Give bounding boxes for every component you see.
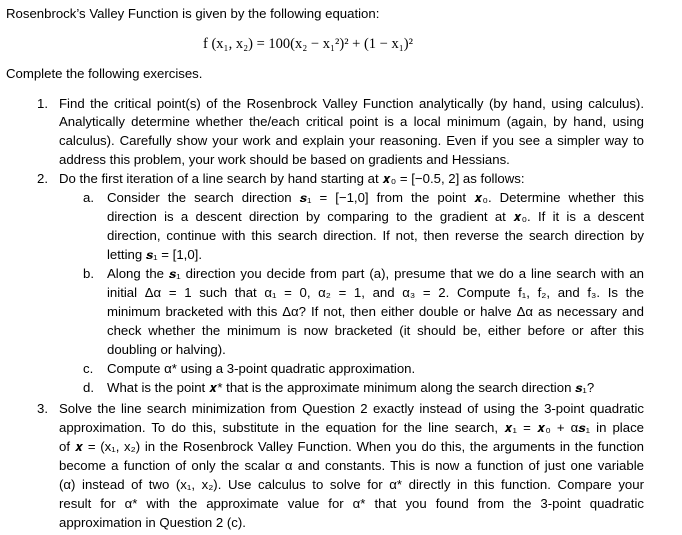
subquestion-line: minimum bracketed with this Δα? If not, then either double or halve Δα as necessary and xyxy=(107,304,644,319)
subquestion-line: direction is a descent direction by comparing to the gradient at 𝒙₀. If it is a descent xyxy=(107,209,644,224)
question-line: result for α* with the approximate value for α* that you found from the 3-point quadratic xyxy=(59,496,644,511)
subquestion-label: d. xyxy=(83,380,94,395)
subquestion-line: What is the point 𝒙* that is the approximate minimum along the search direction 𝒔₁? xyxy=(107,380,595,395)
question-line: approximation. To do this, substitute in the equation for the line search, 𝒙₁ = 𝒙₀ + α𝒔₁ in place xyxy=(59,420,644,435)
question-number: 3. xyxy=(37,401,48,416)
subquestion-label: b. xyxy=(83,266,94,281)
exercises-heading: Complete the following exercises. xyxy=(6,66,203,81)
subquestion-line: Compute α* using a 3-point quadratic approximation. xyxy=(107,361,416,376)
question-line: Analytically determine whether the/each critical point is a local minimum (again, by hand, using xyxy=(59,114,644,129)
subquestion-line: Along the 𝒔₁ direction you decide from part (a), presume that we do a line search with an xyxy=(107,266,644,281)
question-line: of 𝒙 = (x₁, x₂) in the Rosenbrock Valley Function. When you do this, the arguments in the function xyxy=(59,439,644,454)
question-line: (α) instead of two (x₁, x₂). Use calculus to solve for α* directly in this function. Compare your xyxy=(59,477,644,492)
question-line: approximation in Question 2 (c). xyxy=(59,515,246,530)
question-number: 1. xyxy=(37,96,48,111)
question-line: address this problem, your work should be based on gradients and Hessians. xyxy=(59,152,510,167)
subquestion-line: doubling or halving). xyxy=(107,342,226,357)
subquestion-line: Consider the search direction 𝒔₁ = [−1,0] from the point 𝒙₀. Determine whether this xyxy=(107,190,644,205)
subquestion-line: direction, continue with this search direction. If not, then reverse the search direction by xyxy=(107,228,644,243)
subquestion-line: check whether the minimum is now bracketed (it should be, either before or after this xyxy=(107,323,644,338)
subquestion-line: initial Δα = 1 such that α₁ = 0, α₂ = 1, and α₃ = 2. Compute f₁, f₂, and f₃. Is the xyxy=(107,285,644,300)
question-line: Do the first iteration of a line search by hand starting at 𝒙₀ = [−0.5, 2] as follows: xyxy=(59,171,525,186)
question-line: calculus). Carefully show your work and explain your reasoning. Even if you see a simpler way to xyxy=(59,133,644,148)
intro-text: Rosenbrock’s Valley Function is given by the following equation: xyxy=(6,6,380,21)
question-number: 2. xyxy=(37,171,48,186)
question-line: Solve the line search minimization from Question 2 exactly instead of using the 3-point quadratic xyxy=(59,401,644,416)
question-line: become a function of only the scalar α and constants. This is now a function of just one variable xyxy=(59,458,644,473)
subquestion-label: a. xyxy=(83,190,94,205)
question-line: Find the critical point(s) of the Rosenbrock Valley Function analytically (by hand, using calculus). xyxy=(59,96,644,111)
subquestion-label: c. xyxy=(83,361,94,376)
subquestion-line: letting 𝒔₁ = [1,0]. xyxy=(107,247,202,262)
rosenbrock-equation: f (x₁, x₂) = 100(x₂ − x₁²)² + (1 − x₁)² xyxy=(203,36,413,52)
